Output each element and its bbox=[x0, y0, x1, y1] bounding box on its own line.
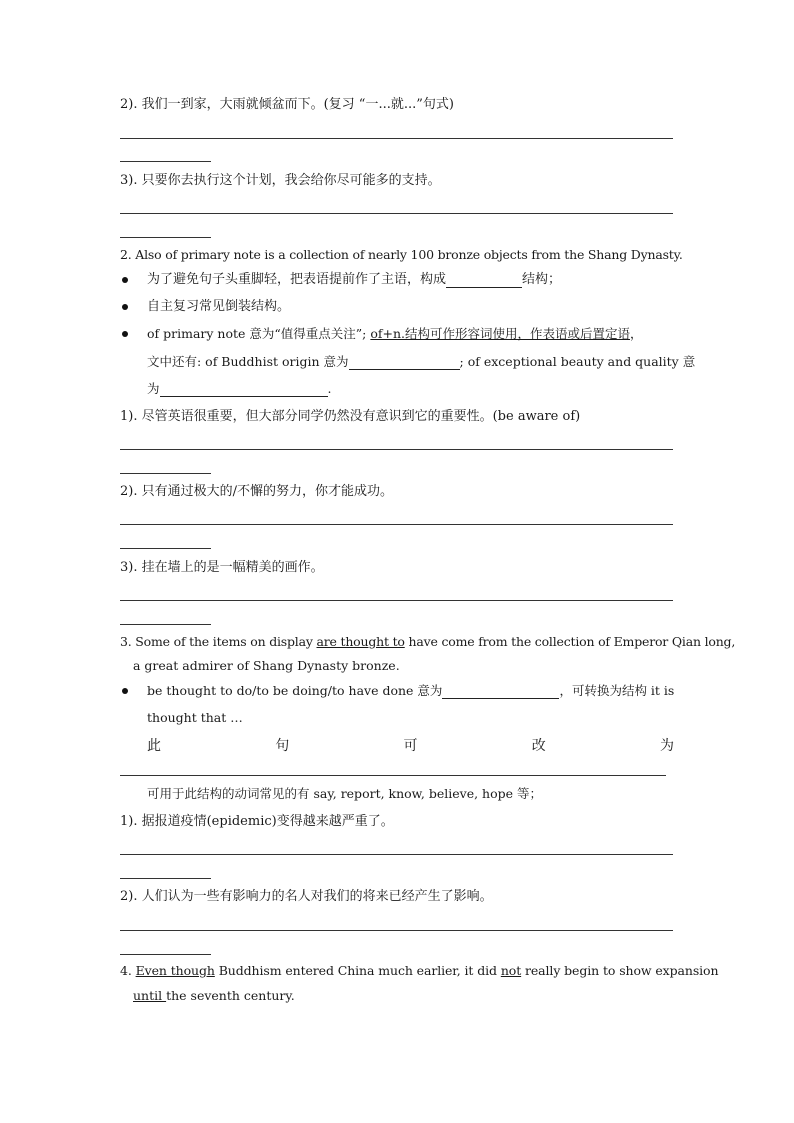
bullet-text: 为 bbox=[147, 381, 160, 396]
fill-blank[interactable] bbox=[442, 686, 559, 699]
section-3-sentence-line-2: a great admirer of Shang Dynasty bronze. bbox=[133, 658, 400, 673]
underlined-word: until bbox=[133, 988, 167, 1003]
bullet-inversion-note bbox=[147, 272, 561, 288]
answer-line[interactable] bbox=[120, 930, 673, 931]
rewrite-char: 此 bbox=[147, 738, 161, 754]
fill-blank[interactable] bbox=[446, 275, 522, 288]
rewrite-char: 改 bbox=[531, 738, 546, 754]
fill-blank[interactable] bbox=[160, 384, 328, 397]
underlined-phrase: Even though bbox=[135, 963, 215, 978]
section-4-sentence bbox=[120, 963, 718, 979]
question-translate-3: 3). 只要你去执行这个计划，我会给你尽可能多的支持。 bbox=[120, 173, 441, 188]
section-4-sentence-line-2 bbox=[133, 988, 295, 1004]
question-translate-1: 1). 据报道疫情(epidemic)变得越来越严重了。 bbox=[120, 814, 394, 829]
underlined-word: not bbox=[500, 963, 522, 978]
rewrite-char: 为 bbox=[660, 738, 674, 754]
question-translate-2: 2). 人们认为一些有影响力的名人对我们的将来已经产生了影响。 bbox=[120, 889, 493, 904]
rewrite-char: 句 bbox=[275, 738, 290, 754]
answer-line[interactable] bbox=[120, 449, 673, 450]
answer-line-end[interactable] bbox=[120, 624, 211, 625]
sentence-text: really begin to show expansion bbox=[521, 963, 719, 978]
sentence-text: 3. Some of the items on display bbox=[120, 634, 317, 649]
underlined-phrase: of+n.结构可作形容词使用，作表语或后置定语 bbox=[370, 326, 631, 341]
answer-line[interactable] bbox=[120, 854, 673, 855]
question-translate-3: 3). 挂在墙上的是一幅精美的画作。 bbox=[120, 560, 324, 575]
question-translate-1: 1). 尽管英语很重要，但大部分同学仍然没有意识到它的重要性。(be aware of) bbox=[120, 409, 581, 424]
answer-line[interactable] bbox=[120, 138, 673, 139]
section-number: 4. bbox=[120, 963, 136, 978]
bullet-text-end: 结构； bbox=[522, 272, 562, 287]
bullet-text: ，可转换为结构 it is bbox=[559, 683, 675, 698]
bullet-punct: ， bbox=[630, 326, 643, 341]
bullet-of-note-line-3 bbox=[147, 381, 332, 397]
bullet-dot bbox=[122, 331, 128, 337]
verb-list-note: 可用于此结构的动词常见的有 say, report, know, believe, hope 等； bbox=[147, 786, 542, 801]
answer-line-end[interactable] bbox=[120, 237, 211, 238]
bullet-thought-to-line-2: thought that … bbox=[147, 710, 243, 725]
answer-line-end[interactable] bbox=[120, 878, 211, 879]
bullet-text: of primary note 意为“值得重点关注”; bbox=[147, 326, 371, 341]
answer-line[interactable] bbox=[120, 775, 666, 776]
answer-line[interactable] bbox=[120, 600, 673, 601]
bullet-text: be thought to do/to be doing/to have done 意为 bbox=[147, 683, 443, 698]
sentence-text: have come from the collection of Emperor Qian long, bbox=[404, 634, 736, 649]
bullet-of-note-line-2 bbox=[147, 354, 695, 370]
bullet-thought-to bbox=[147, 683, 674, 699]
bullet-dot bbox=[122, 277, 128, 283]
bullet-text: 为了避免句子头重脚轻，把表语提前作了主语，构成 bbox=[147, 272, 447, 287]
bullet-dot bbox=[122, 304, 128, 310]
rewrite-prompt bbox=[147, 735, 674, 755]
answer-line[interactable] bbox=[120, 213, 673, 214]
section-3-sentence bbox=[120, 634, 735, 650]
bullet-text: 文中还有: of Buddhist origin 意为 bbox=[147, 354, 349, 369]
answer-line[interactable] bbox=[120, 524, 673, 525]
question-translate-2: 2). 我们一到家，大雨就倾盆而下。(复习 “一...就...”句式) bbox=[120, 97, 454, 112]
bullet-text: ; of exceptional beauty and quality 意 bbox=[459, 354, 696, 369]
bullet-dot bbox=[122, 688, 128, 694]
sentence-text: the seventh century. bbox=[166, 988, 295, 1003]
answer-line-end[interactable] bbox=[120, 954, 211, 955]
bullet-punct: . bbox=[327, 381, 332, 396]
fill-blank[interactable] bbox=[349, 357, 460, 370]
answer-line-end[interactable] bbox=[120, 473, 211, 474]
answer-line-end[interactable] bbox=[120, 161, 211, 162]
rewrite-char: 可 bbox=[403, 738, 418, 754]
underlined-phrase: are thought to bbox=[316, 634, 405, 649]
section-2-sentence: 2. Also of primary note is a collection of nearly 100 bronze objects from the Shang Dynasty. bbox=[120, 247, 683, 262]
sentence-text: Buddhism entered China much earlier, it did bbox=[214, 963, 501, 978]
question-translate-2: 2). 只有通过极大的/不懈的努力，你才能成功。 bbox=[120, 484, 393, 499]
bullet-of-note bbox=[147, 326, 643, 342]
bullet-review-note: 自主复习常见倒装结构。 bbox=[147, 299, 291, 314]
answer-line-end[interactable] bbox=[120, 548, 211, 549]
